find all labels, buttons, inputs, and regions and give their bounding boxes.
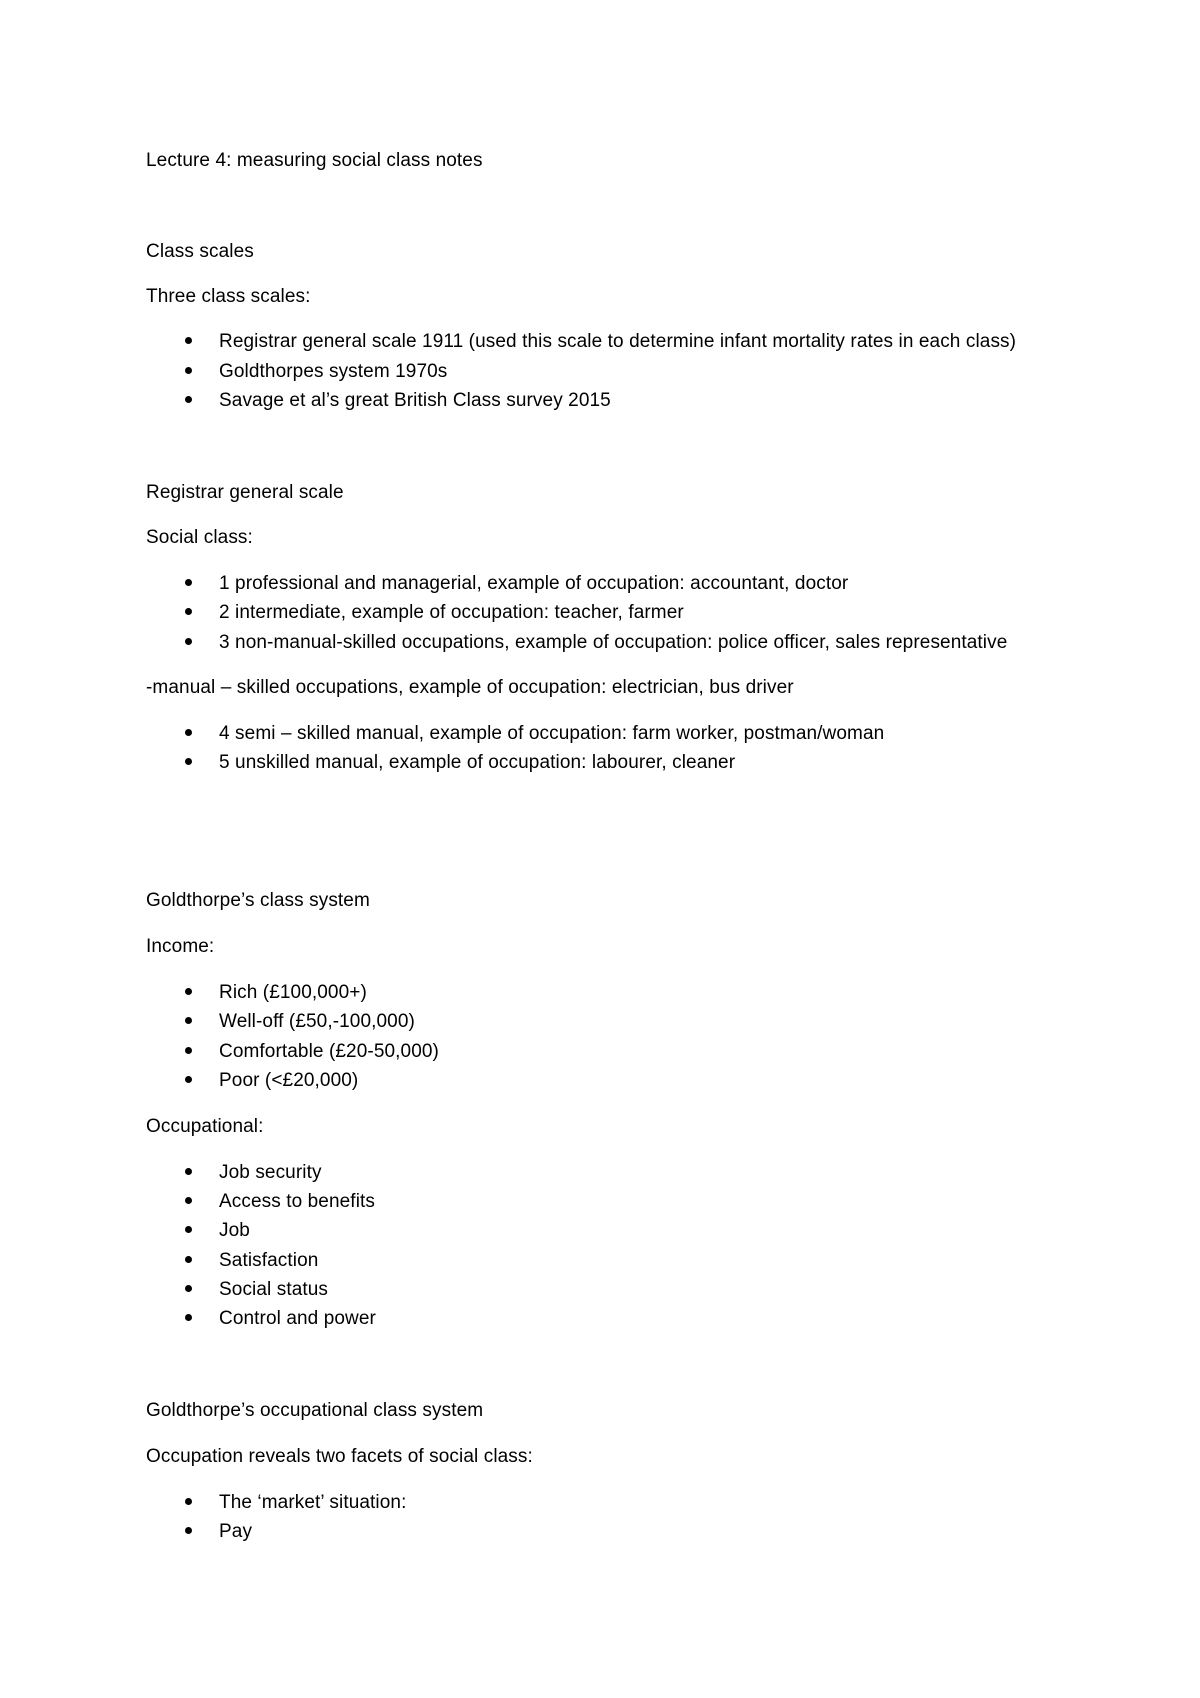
list-item-text: Social status [219, 1279, 329, 1300]
list-item-text: 5 unskilled manual, example of occupation: labourer, cleaner [219, 752, 736, 773]
list-item-text: Job [219, 1220, 250, 1241]
bullet-icon [185, 1498, 192, 1505]
list-item [0, 1010, 1200, 1034]
list-item [0, 981, 1200, 1005]
list-item [0, 1249, 1200, 1273]
list-item-text: Control and power [219, 1308, 376, 1329]
goldthorpe-class-heading: Goldthorpe’s class system [146, 890, 370, 911]
list-item-text: Savage et al’s great British Class survey 2015 [219, 390, 611, 411]
bullet-icon [185, 608, 192, 615]
goldthorpe-occ-heading: Goldthorpe’s occupational class system [146, 1400, 484, 1421]
bullet-icon [185, 579, 192, 586]
bullet-icon [185, 1527, 192, 1534]
bullet-icon [185, 1168, 192, 1175]
bullet-icon [185, 337, 192, 344]
list-item-text: 3 non-manual-skilled occupations, example of occupation: police officer, sales representative [219, 632, 1008, 653]
registrar-heading: Registrar general scale [146, 482, 344, 503]
list-item-text: Job security [219, 1162, 322, 1183]
list-item [0, 1069, 1200, 1093]
bullet-icon [185, 988, 192, 995]
bullet-icon [185, 1017, 192, 1024]
list-item [0, 1278, 1200, 1302]
registrar-intro: Social class: [146, 527, 253, 548]
list-item-text: 4 semi – skilled manual, example of occupation: farm worker, postman/woman [219, 723, 885, 744]
list-item [0, 389, 1200, 413]
bullet-icon [185, 729, 192, 736]
bullet-icon [185, 1197, 192, 1204]
list-item [0, 631, 1200, 655]
list-item-text: Goldthorpes system 1970s [219, 361, 448, 382]
list-item-text: Pay [219, 1521, 253, 1542]
list-item [0, 1307, 1200, 1331]
bullet-icon [185, 638, 192, 645]
bullet-icon [185, 1314, 192, 1321]
bullet-icon [185, 1226, 192, 1233]
list-item [0, 360, 1200, 384]
document-title: Lecture 4: measuring social class notes [146, 150, 483, 171]
list-item [0, 1520, 1200, 1544]
list-item [0, 1190, 1200, 1214]
occupational-intro: Occupational: [146, 1116, 264, 1137]
list-item [0, 751, 1200, 775]
list-item-text: 1 professional and managerial, example of occupation: accountant, doctor [219, 573, 849, 594]
list-item [0, 1161, 1200, 1185]
list-item-text: Access to benefits [219, 1191, 375, 1212]
list-item [0, 601, 1200, 625]
bullet-icon [185, 1076, 192, 1083]
manual-skilled-line: -manual – skilled occupations, example of occupation: electrician, bus driver [146, 677, 794, 698]
goldthorpe-occ-intro: Occupation reveals two facets of social class: [146, 1446, 533, 1467]
list-item [0, 1491, 1200, 1515]
class-scales-intro: Three class scales: [146, 286, 311, 307]
list-item [0, 330, 1200, 354]
list-item-text: Satisfaction [219, 1250, 319, 1271]
bullet-icon [185, 396, 192, 403]
list-item-text: The ‘market’ situation: [219, 1492, 407, 1513]
list-item [0, 722, 1200, 746]
list-item-text: Well-off (£50,-100,000) [219, 1011, 415, 1032]
bullet-icon [185, 1047, 192, 1054]
bullet-icon [185, 758, 192, 765]
list-item-text: Poor (<£20,000) [219, 1070, 359, 1091]
list-item-text: Registrar general scale 1911 (used this scale to determine infant mortality rates in each class) [219, 331, 1017, 352]
list-item-text: 2 intermediate, example of occupation: teacher, farmer [219, 602, 684, 623]
list-item [0, 1040, 1200, 1064]
list-item [0, 572, 1200, 596]
class-scales-heading: Class scales [146, 241, 254, 262]
list-item-text: Rich (£100,000+) [219, 982, 367, 1003]
list-item [0, 1219, 1200, 1243]
bullet-icon [185, 1285, 192, 1292]
bullet-icon [185, 1256, 192, 1263]
list-item-text: Comfortable (£20-50,000) [219, 1041, 439, 1062]
bullet-icon [185, 367, 192, 374]
income-intro: Income: [146, 936, 215, 957]
